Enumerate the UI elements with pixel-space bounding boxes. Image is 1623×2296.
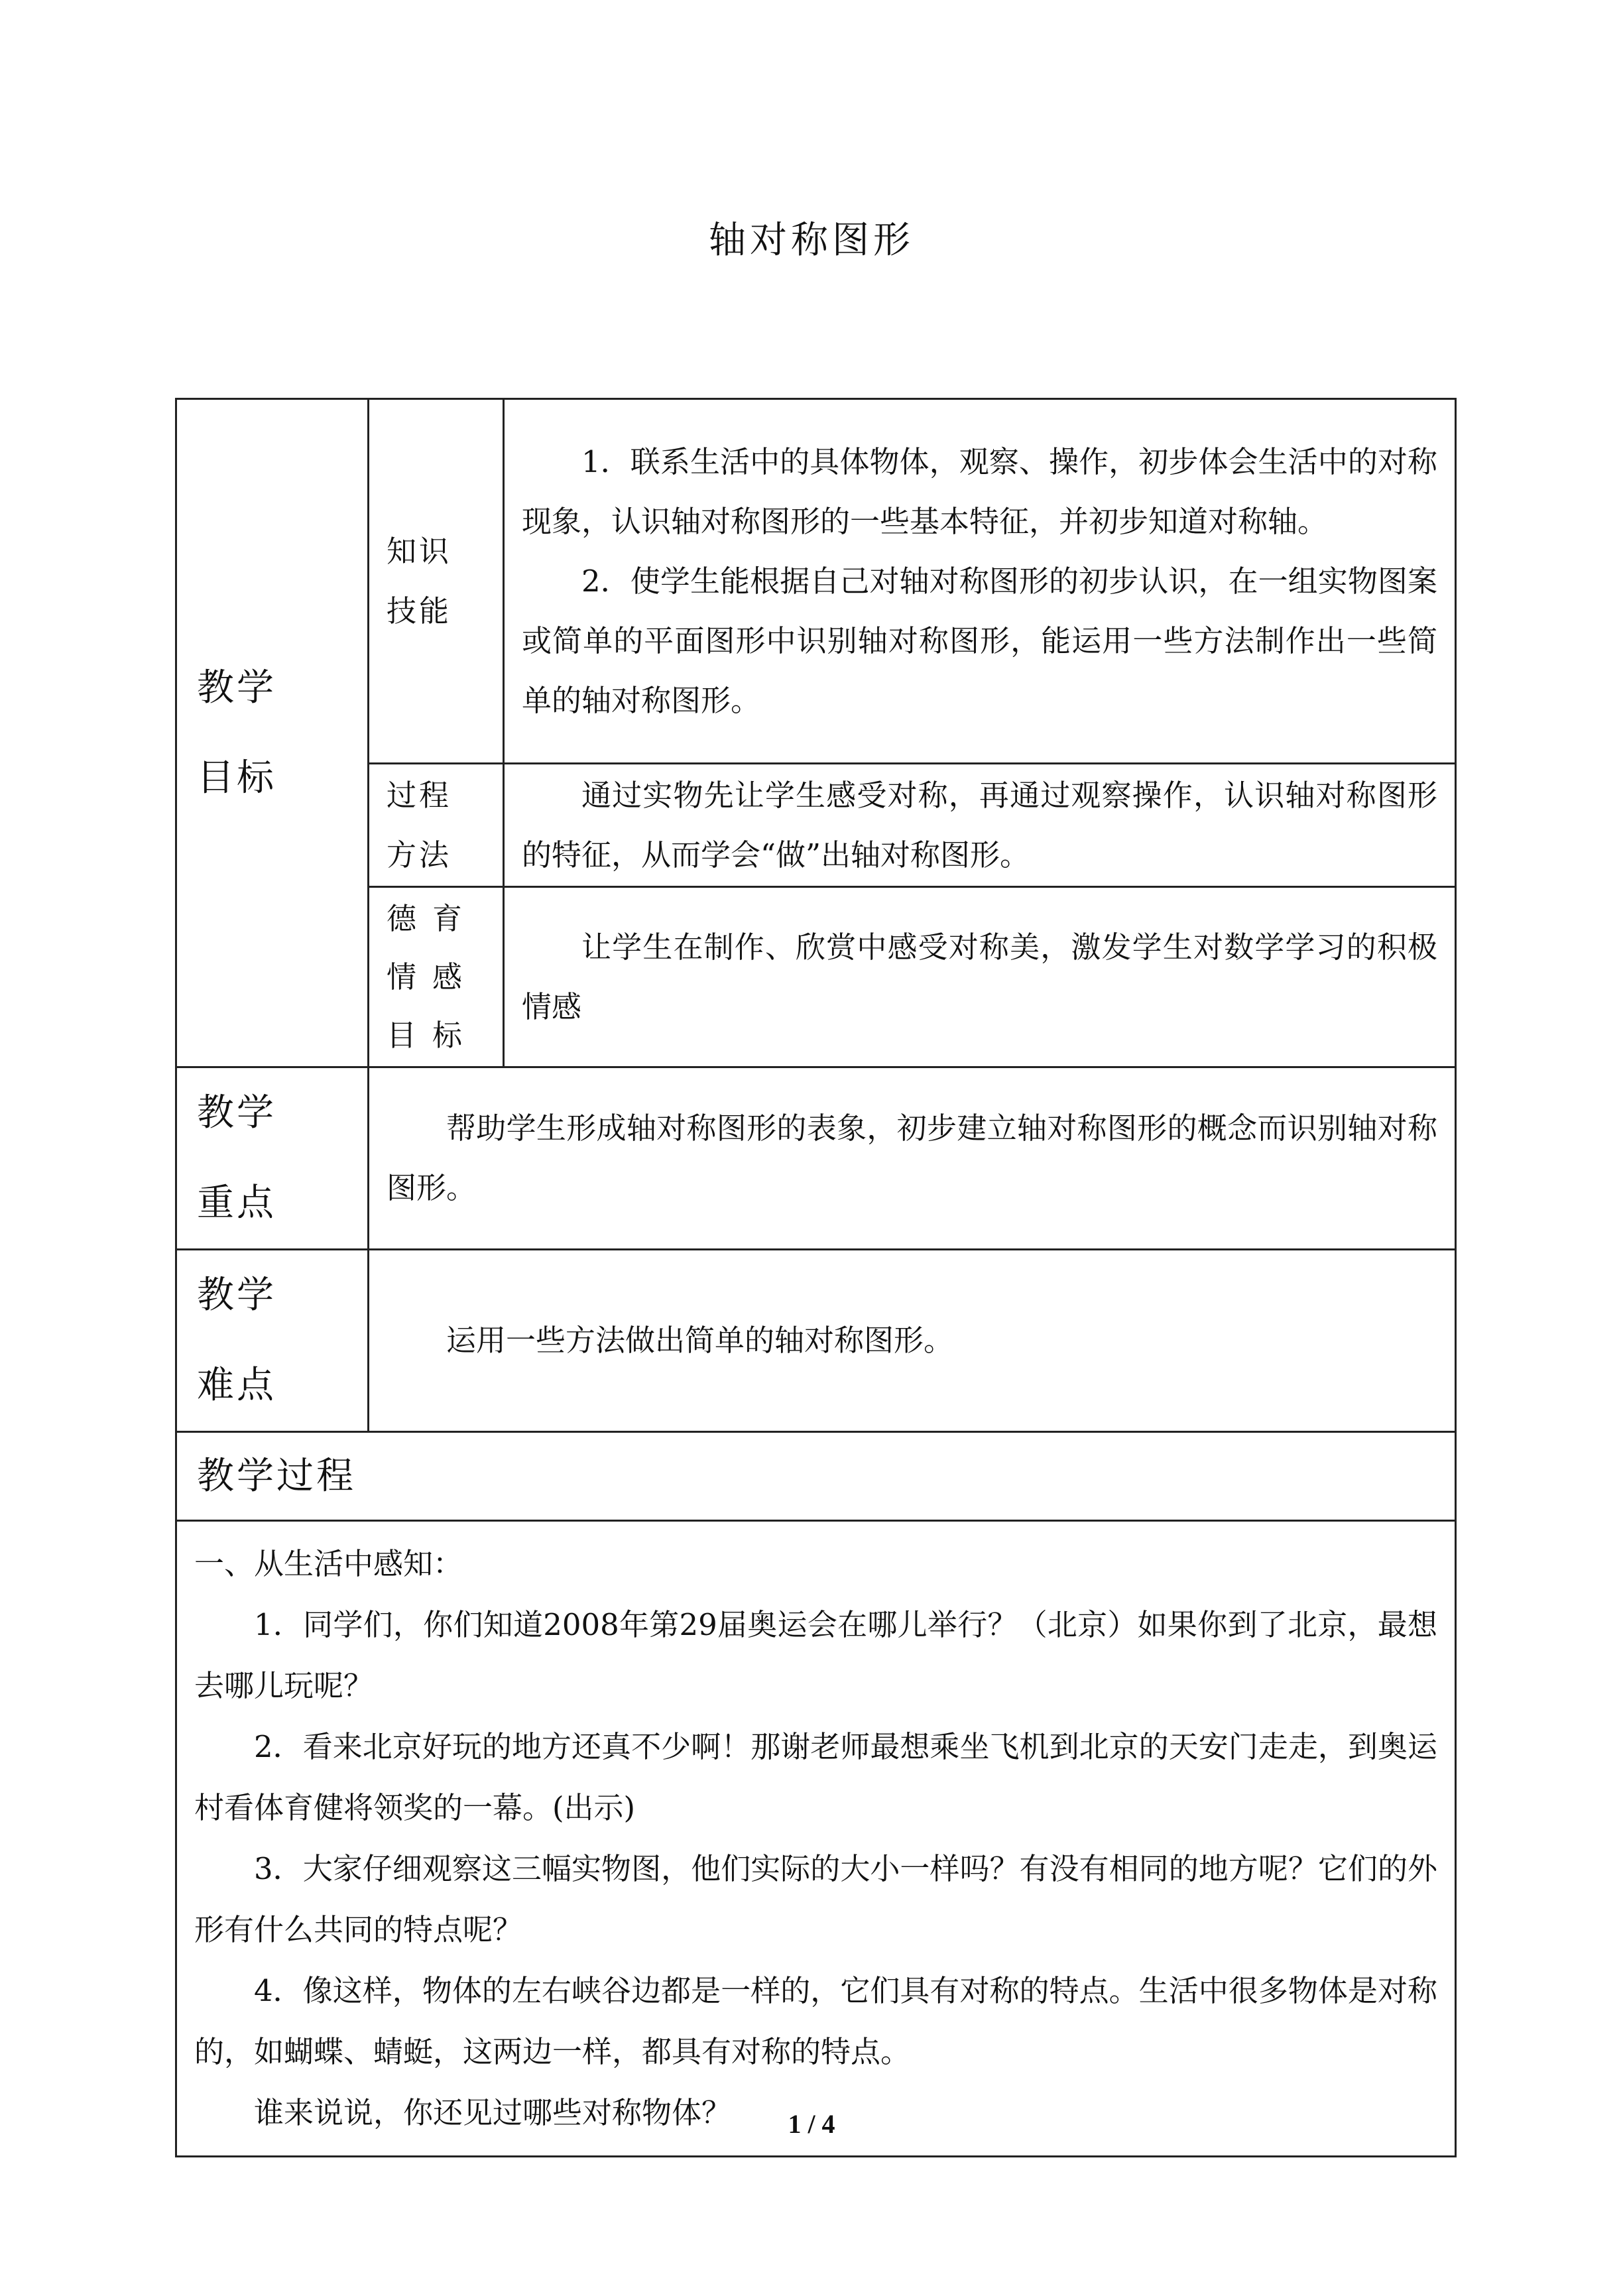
- process-method-label-cell: [369, 764, 504, 887]
- key-point-text-cell: [369, 1067, 1456, 1250]
- page-number: 1 / 4: [788, 2109, 835, 2139]
- difficulty-label-line2: 难点: [197, 1364, 276, 1407]
- key-point-row: [176, 1067, 1456, 1250]
- knowledge-objective-1: 1．联系生活中的具体物体，观察、操作，初步体会生活中的对称现象，认识轴对称图形的一些基本特征，并初步知道对称轴。: [522, 444, 1437, 539]
- objectives-process-row: [176, 764, 1456, 887]
- process-method-text-cell: [504, 764, 1456, 887]
- key-point-text: 帮助学生形成轴对称图形的表象，初步建立轴对称图形的概念而识别轴对称图形。: [387, 1111, 1437, 1205]
- difficulty-text: 运用一些方法做出简单的轴对称图形。: [446, 1323, 954, 1358]
- process-method-label-line2: 方法: [387, 837, 452, 873]
- process-item-4: 4．像这样，物体的左右峡谷边都是一样的，它们具有对称的特点。生活中很多物体是对称的，如蝴蝶、蜻蜓，这两边一样，都具有对称的特点。: [194, 1973, 1437, 2069]
- section-title: 一、从生活中感知：: [194, 1546, 463, 1581]
- process-item-5: 谁来说说，你还见过哪些对称物体？: [254, 2095, 732, 2130]
- key-point-label-line2: 重点: [197, 1181, 276, 1225]
- document-title: 轴对称图形: [709, 219, 914, 262]
- objectives-label-line2: 目标: [197, 756, 276, 800]
- difficulty-label-cell: [176, 1250, 369, 1432]
- process-heading-row: [176, 1432, 1456, 1521]
- process-body-cell: [176, 1521, 1456, 2157]
- moral-label-line1: 德育: [387, 900, 479, 936]
- process-item-2: 2．看来北京好玩的地方还真不少啊！那谢老师最想乘坐飞机到北京的天安门走走，到奥运村看体育健将领奖的一幕。(出示): [194, 1729, 1437, 1825]
- knowledge-label-cell: [369, 399, 504, 764]
- process-method-label-line1: 过程: [387, 777, 452, 813]
- moral-text-cell: [504, 887, 1456, 1067]
- process-heading: 教学过程: [197, 1454, 356, 1498]
- lesson-plan-table: [175, 398, 1457, 2157]
- knowledge-label-line1: 知识: [387, 533, 452, 569]
- key-point-label-line1: 教学: [197, 1091, 276, 1134]
- key-point-label-cell: [176, 1067, 369, 1250]
- process-method-objective: 通过实物先让学生感受对称，再通过观察操作，认识轴对称图形的特征，从而学会“做”出轴对称图形。: [522, 777, 1437, 873]
- process-item-3: 3．大家仔细观察这三幅实物图，他们实际的大小一样吗？有没有相同的地方呢？它们的外形有什么共同的特点呢？: [194, 1851, 1437, 1947]
- difficulty-row: [176, 1250, 1456, 1432]
- objectives-label-cell: [176, 399, 369, 1067]
- knowledge-objective-2: 2．使学生能根据自己对轴对称图形的初步认识，在一组实物图案或简单的平面图形中识别轴对称图形，能运用一些方法制作出一些简单的轴对称图形。: [522, 563, 1437, 718]
- knowledge-label-line2: 技能: [387, 593, 452, 629]
- moral-label-cell: [369, 887, 504, 1067]
- moral-label-line3: 目标: [387, 1017, 479, 1053]
- knowledge-text-cell: [504, 399, 1456, 764]
- objectives-moral-row: [176, 887, 1456, 1067]
- objectives-label-line1: 教学: [197, 666, 276, 709]
- difficulty-text-cell: [369, 1250, 1456, 1432]
- moral-objective: 让学生在制作、欣赏中感受对称美，激发学生对数学学习的积极情感: [522, 929, 1437, 1024]
- process-item-1: 1．同学们，你们知道2008年第29届奥运会在哪儿举行？（北京）如果你到了北京，最想去哪儿玩呢？: [194, 1607, 1437, 1703]
- moral-label-line2: 情感: [387, 959, 479, 995]
- process-heading-cell: [176, 1432, 1456, 1521]
- objectives-knowledge-row: [176, 399, 1456, 764]
- difficulty-label-line1: 教学: [197, 1274, 276, 1317]
- process-body-row: [176, 1521, 1456, 2157]
